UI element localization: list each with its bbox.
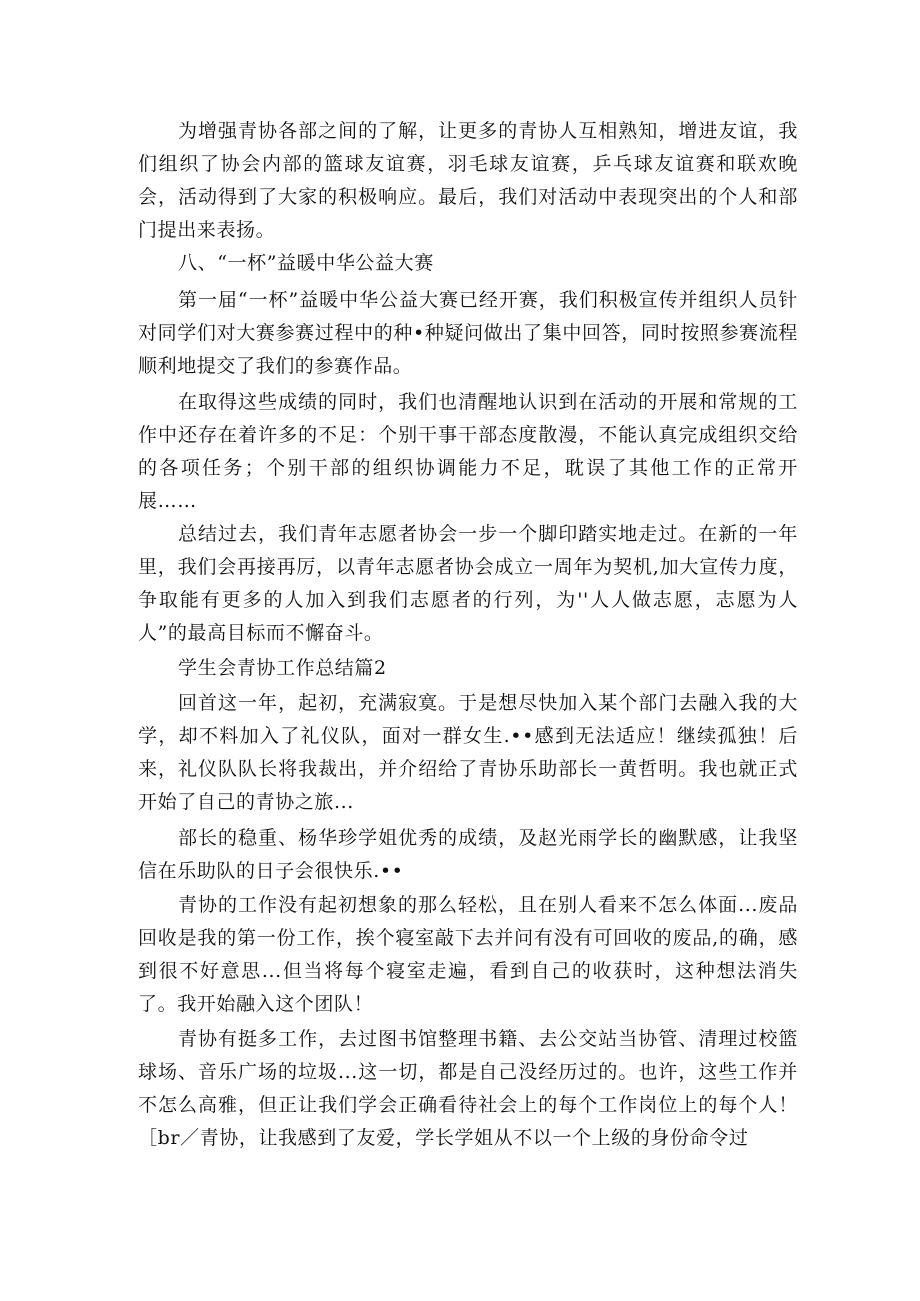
paragraph-summary: 总结过去，我们青年志愿者协会一步一个脚印踏实地走过。在新的一年里，我们会再接再厉，以青年志愿者协会成立一周年为契机,加大宣传力度，争取能有更多的人加入到我们志愿者的行列，为''人人做志愿，志愿为人人”的最高目标而不懈奋斗。 — [138, 523, 798, 644]
section-heading-part2: 学生会青协工作总结篇2 — [178, 657, 387, 679]
paragraph-activities: 为增强青协各部之间的了解，让更多的青协人互相熟知，增进友谊，我们组织了协会内部的篮球友谊赛，羽毛球友谊赛，乒乓球友谊赛和联欢晚会，活动得到了大家的积极响应。最后，我们对活动中表现突出的个人和部门提出来表扬。 — [138, 120, 798, 241]
section-heading-cup: 八、“一杯”益暖中华公益大赛 — [178, 252, 434, 274]
paragraph-look-back: 回首这一年，起初，充满寂寞。于是想尽快加入某个部门去融入我的大学，却不料加入了礼仪队，面对一群女生.••感到无法适应！继续孤独！后来，礼仪队队长将我裁出，并介绍给了青协乐助部长一黄哲明。我也就正式开始了自己的青协之旅... — [138, 692, 798, 813]
paragraph-shortcomings: 在取得这些成绩的同时，我们也清醒地认识到在活动的开展和常规的工作中还存在着许多的不足：个别干事干部态度散漫，不能认真完成组织交给的各项任务；个别干部的组织协调能力不足，耽误了其他工作的正常开展…… — [138, 391, 798, 512]
paragraph-minister: 部长的稳重、杨华珍学姐优秀的成绩，及赵光雨学长的幽默感，让我坚信在乐助队的日子会很快乐.•• — [138, 827, 798, 882]
paragraph-cup-contest: 第一届“一杯”益暖中华公益大赛已经开赛，我们积极宣传并组织人员针对同学们对大赛参赛过程中的种•种疑问做出了集中回答，同时按照参赛流程顺利地提交了我们的参赛作品。 — [138, 289, 798, 377]
paragraph-many-tasks: 青协有挺多工作，去过图书馆整理书籍、去公交站当协管、清理过校篮球场、音乐广场的垃圾...这一切，都是自己没经历过的。也许，这些工作并不怎么高雅，但正让我们学会正确看待社会上的每个工作岗位上的每个人！［br／青协，让我感到了友爱，学长学姐从不以一个上级的身份命令过 — [138, 1028, 798, 1149]
paragraph-recycling: 青协的工作没有起初想象的那么轻松，且在别人看来不怎么体面...废品回收是我的第一份工作，挨个寝室敲下去并问有没有可回收的废品,的确，感到很不好意思...但当将每个寝室走遍，看到自己的收获时，这种想法消失了。我开始融入这个团队！ — [138, 894, 798, 1015]
